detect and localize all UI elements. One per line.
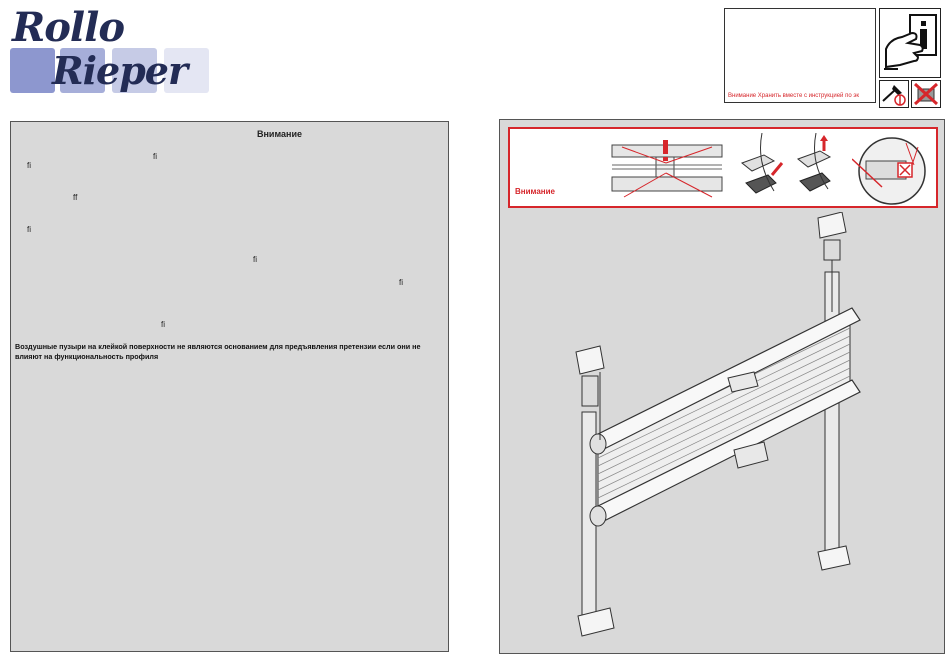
ligature-glyph: fi — [153, 152, 157, 161]
keep-instructions-text: Внимание Хранить вместе с инструкцией по эк — [728, 93, 860, 99]
ligature-glyph: fi — [399, 278, 403, 287]
ligature-glyph: fi — [253, 255, 257, 264]
no-cross-icon — [911, 80, 941, 108]
logo-square — [10, 48, 55, 93]
read-instructions-icon — [879, 8, 941, 78]
ligature-glyph: fi — [27, 161, 31, 170]
installation-diagram-panel — [499, 119, 945, 654]
logo-word-rollo: Rollo — [12, 4, 124, 51]
attention-label: Внимание — [515, 187, 555, 196]
panel-title: Внимание — [257, 129, 302, 139]
ligature-glyph: fi — [27, 225, 31, 234]
attention-text-panel — [10, 121, 449, 652]
tools-icon — [879, 80, 909, 108]
keep-instructions-box — [724, 8, 876, 103]
pleated-blind-installation-illustration — [570, 212, 880, 644]
magnified-detail-illustration — [852, 131, 936, 207]
logo-word-rieper: Rieper — [52, 48, 187, 93]
logo — [8, 4, 213, 96]
bracket-clip-illustration — [732, 133, 842, 205]
ligature-glyph: ff — [73, 193, 78, 202]
ligature-glyph: fi — [161, 320, 165, 329]
attention-frame — [508, 127, 938, 208]
profile-section-illustration — [608, 139, 728, 205]
air-bubbles-note: Воздушные пузыри на клейкой поверхности не являются основанием для предъявления претензии если они не влияют на функциональность профиля — [15, 342, 421, 361]
